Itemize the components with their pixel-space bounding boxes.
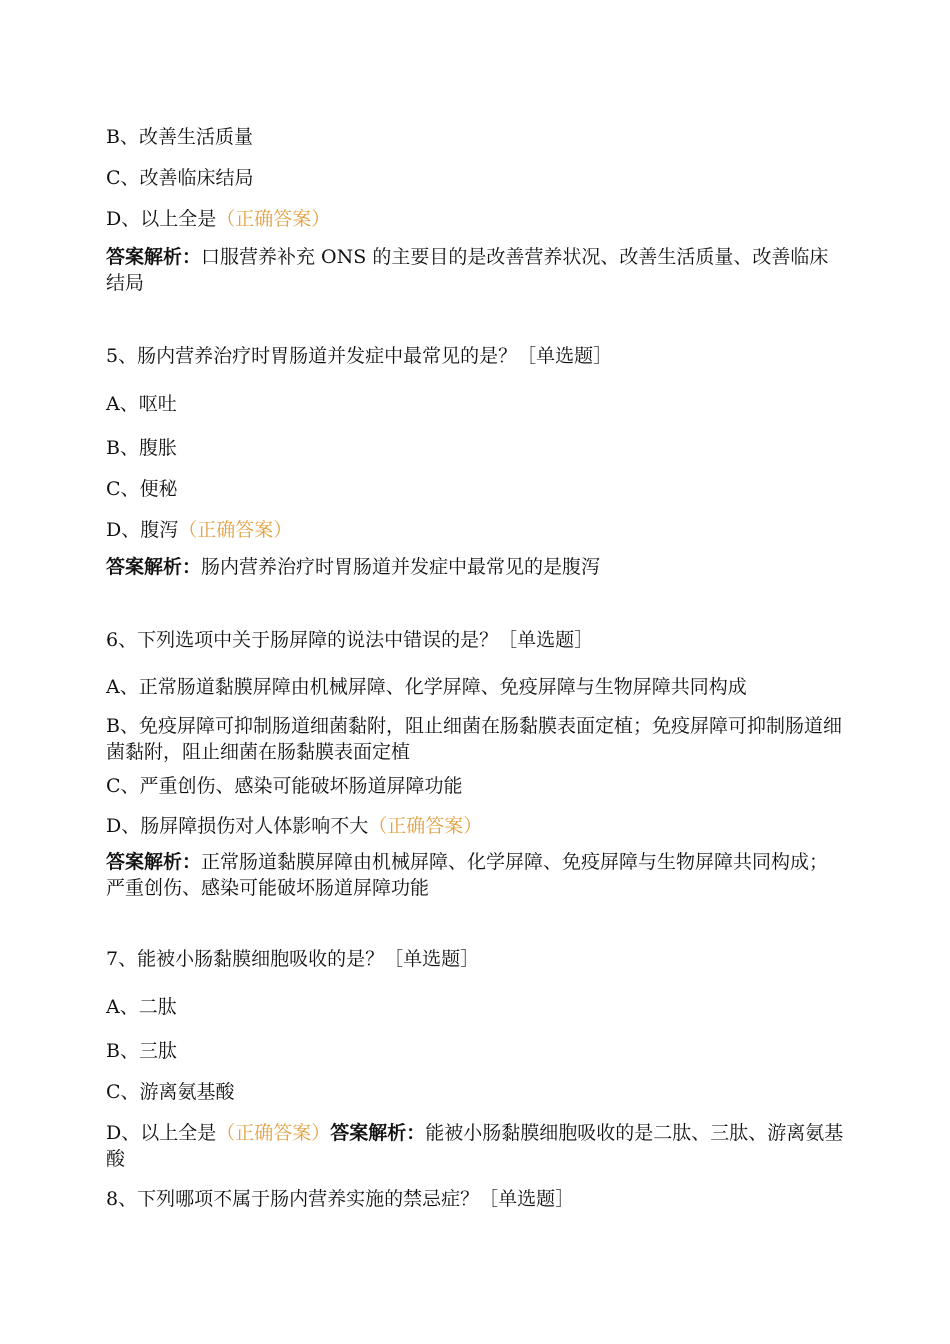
correct-answer-mark: （正确答案） bbox=[216, 208, 331, 230]
q6-option-b: B、免疫屏障可抑制肠道细菌黏附，阻止细菌在肠黏膜表面定植；免疫屏障可抑制肠道细菌黏附，阻止细菌在肠黏膜表面定植 bbox=[106, 715, 842, 763]
q4-analysis bbox=[106, 244, 846, 296]
analysis-text: 肠内营养治疗时胃肠道并发症中最常见的是腹泻 bbox=[201, 556, 601, 578]
analysis-label: 答案解析： bbox=[330, 1122, 426, 1144]
q5-option-a: A、呕吐 bbox=[106, 393, 177, 415]
q5-option-d bbox=[106, 517, 846, 544]
q7-option-d-and-analysis bbox=[106, 1120, 846, 1172]
analysis-label: 答案解析： bbox=[106, 246, 202, 268]
q7-option-a: A、二肽 bbox=[106, 996, 177, 1018]
q5-question: 5、肠内营养治疗时胃肠道并发症中最常见的是？［单选题］ bbox=[106, 345, 613, 367]
q7-option-c: C、游离氨基酸 bbox=[106, 1081, 235, 1103]
q4-option-b: B、改善生活质量 bbox=[106, 126, 253, 148]
analysis-label: 答案解析： bbox=[106, 851, 202, 873]
analysis-text: 口服营养补充 ONS 的主要目的是改善营养状况、改善生活质量、改善临床结局 bbox=[106, 246, 829, 294]
q7-question: 7、能被小肠黏膜细胞吸收的是？［单选题］ bbox=[106, 948, 480, 970]
correct-answer-mark: （正确答案） bbox=[178, 519, 293, 541]
q8-question: 8、下列哪项不属于肠内营养实施的禁忌症？［单选题］ bbox=[106, 1188, 575, 1210]
q4-option-c: C、改善临床结局 bbox=[106, 167, 254, 189]
analysis-text: 能被小肠黏膜细胞吸收的是二肽、三肽、游离氨基酸 bbox=[106, 1122, 844, 1170]
option-text: D、腹泻 bbox=[106, 519, 179, 541]
analysis-text: 正常肠道黏膜屏障由机械屏障、化学屏障、免疫屏障与生物屏障共同构成；严重创伤、感染可能破坏肠道屏障功能 bbox=[106, 851, 829, 899]
q6-analysis bbox=[106, 849, 846, 901]
q5-option-b: B、腹胀 bbox=[106, 437, 177, 459]
q6-option-d bbox=[106, 813, 846, 840]
q6-option-a: A、正常肠道黏膜屏障由机械屏障、化学屏障、免疫屏障与生物屏障共同构成 bbox=[106, 676, 747, 698]
q4-option-d bbox=[106, 206, 846, 233]
analysis-label: 答案解析： bbox=[106, 556, 202, 578]
q7-option-b: B、三肽 bbox=[106, 1040, 177, 1062]
q5-analysis bbox=[106, 554, 846, 581]
correct-answer-mark: （正确答案） bbox=[368, 815, 483, 837]
option-text: D、以上全是 bbox=[106, 208, 217, 230]
q5-option-c: C、便秘 bbox=[106, 478, 178, 500]
correct-answer-mark: （正确答案） bbox=[216, 1122, 331, 1144]
option-text: D、肠屏障损伤对人体影响不大 bbox=[106, 815, 369, 837]
option-text: D、以上全是 bbox=[106, 1122, 217, 1144]
q6-question: 6、下列选项中关于肠屏障的说法中错误的是？［单选题］ bbox=[106, 629, 594, 651]
q6-option-c: C、严重创伤、感染可能破坏肠道屏障功能 bbox=[106, 775, 463, 797]
